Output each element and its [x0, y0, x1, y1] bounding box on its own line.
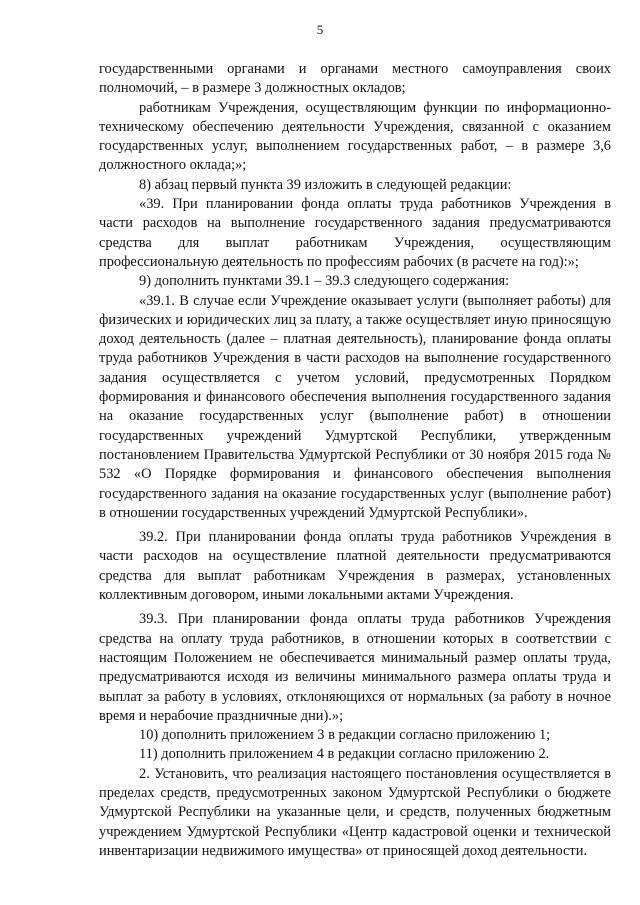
- paragraph-item-10: 10) дополнить приложением 3 в редакции согласно приложению 1;: [139, 727, 551, 744]
- paragraph-clause-39-2: 39.2. При планировании фонда оплаты труда работников Учреждения в части расходов на осуществление платной деятельности предусматриваются средства для выплат работникам Учреждения в размерах, установленных коллективным договором, иными локальными актами Учреждения.: [99, 529, 611, 604]
- paragraph-clause-39: «39. При планировании фонда оплаты труда работников Учреждения в части расходов на выполнение государственного задания предусматриваются средства для выплат работникам Учреждения, осуществляющим профессиональную деятельность по профессиям рабочих (в расчете на год):»;: [99, 196, 611, 270]
- paragraph-clause-39-3: 39.3. При планировании фонда оплаты труда работников Учреждения средства на оплату труда работников, в отношении которых в соответствии с настоящим Положением не обеспечивается минимальный размер оплаты труда, предусматриваются исходя из величины минимального размера оплаты труда и выплат за работу в условиях, отклоняющихся от нормальных (за работу в ночное время и нерабочие праздничные дни).»;: [99, 611, 611, 724]
- paragraph-item-11: 11) дополнить приложением 4 в редакции согласно приложению 2.: [139, 746, 550, 763]
- document-body: [99, 60, 611, 861]
- paragraph-it-workers: работникам Учреждения, осуществляющим функции по информационно-техническому обеспечению деятельности Учреждения, связанной с оказанием государственных услуг, выполнением государственных работ, – в размере 3,6 должностного оклада;»;: [99, 99, 611, 174]
- paragraph-section-2: 2. Установить, что реализация настоящего постановления осуществляется в пределах средств, предусмотренных законом Удмуртской Республики о бюджете Удмуртской Республики на указанные цели, и средств, полученных бюджетным учреждением Удмуртской Республики «Центр кадастровой оценки и технической инвентаризации недвижимого имущества» от приносящей доход деятельности.: [99, 765, 611, 859]
- paragraph-item-8: 8) абзац первый пункта 39 изложить в следующей редакции:: [139, 176, 512, 193]
- paragraph-continuation: государственными органами и органами местного самоуправления своих полномочий, – в размере 3 должностных окладов;: [99, 61, 611, 97]
- paragraph-clause-39-1: «39.1. В случае если Учреждение оказывает услуги (выполняет работы) для физических и юридических лиц за плату, а также осуществляет иную приносящую доход деятельность (далее – платная деятельность), планирование фонда оплаты труда работников Учреждения в части расходов на выполнение государственного задания осуществляется с учетом условий, предусмотренных Порядком формирования и финансового обеспечения выполнения государственного задания на оказание государственных услуг (выполнение работ) в отношении государственных учреждений Удмуртской Республики, утвержденным постановлением Правительства Удмуртской Республики от 30 ноября 2015 года № 532 «О Порядке формирования и финансового обеспечения выполнения государственного задания на оказание государственных услуг (выполнение работ) в отношении государственных учреждений Удмуртской Республики».: [99, 292, 611, 521]
- page-number: 5: [316, 22, 324, 37]
- paragraph-item-9: 9) дополнить пунктами 39.1 – 39.3 следующего содержания:: [139, 273, 510, 290]
